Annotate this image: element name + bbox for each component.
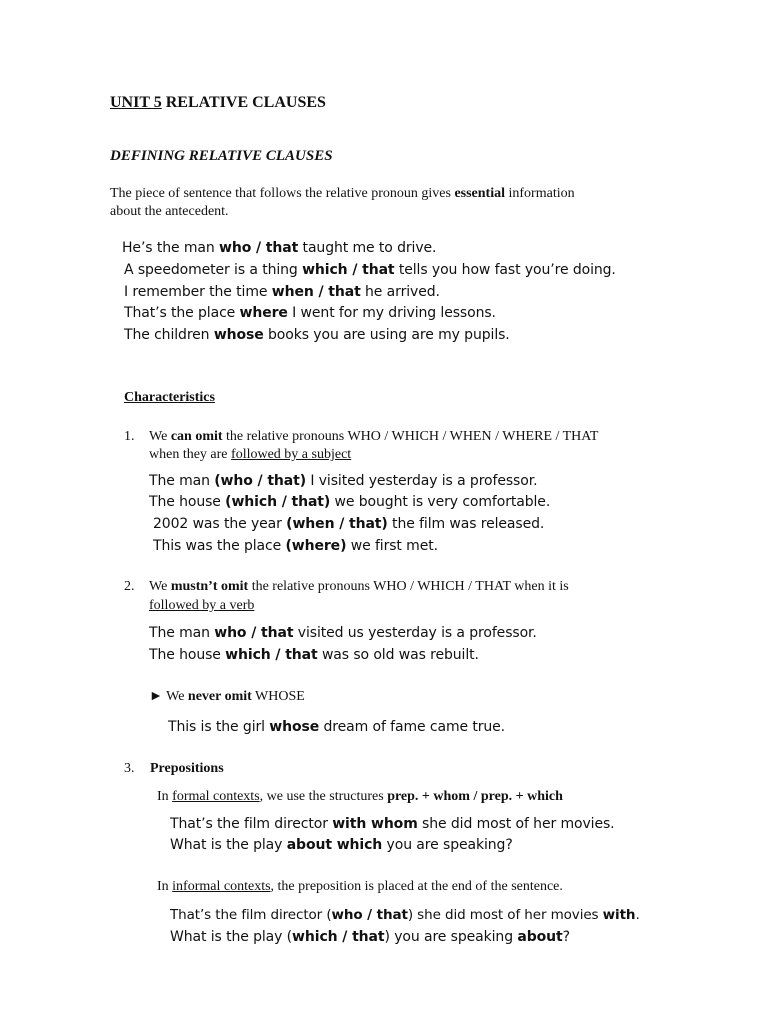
example-line: The house which / that was so old was rebuilt. [149, 647, 479, 663]
intro-text-end: information [505, 186, 575, 201]
title-rest: RELATIVE CLAUSES [161, 94, 326, 111]
section-subtitle: DEFINING RELATIVE CLAUSES [110, 148, 333, 164]
example-line: He’s the man who / that taught me to drive. [122, 240, 437, 256]
example-line: That’s the place where I went for my driving lessons. [124, 305, 496, 321]
item-number: 1. [124, 429, 135, 444]
example-line: That’s the film director with whom she did most of her movies. [170, 816, 615, 832]
informal-line: In informal contexts, the preposition is placed at the end of the sentence. [157, 879, 563, 894]
intro-line-2: about the antecedent. [110, 204, 229, 219]
example-line: This is the girl whose dream of fame came true. [168, 719, 506, 735]
item2-line-2: followed by a verb [149, 598, 255, 613]
page-title [110, 94, 326, 112]
example-line: A speedometer is a thing which / that tells you how fast you’re doing. [124, 262, 616, 278]
example-line: I remember the time when / that he arrived. [124, 284, 440, 300]
characteristics-heading: Characteristics [124, 390, 215, 405]
example-line: What is the play (which / that) you are speaking about? [170, 929, 570, 945]
item-number: 3. [124, 761, 135, 776]
item2-line-1: We mustn’t omit the relative pronouns WHO / WHICH / THAT when it is [149, 579, 569, 594]
intro-bold: essential [454, 186, 505, 201]
example-line: What is the play about which you are speaking? [170, 837, 513, 853]
item1-line-2: when they are followed by a subject [149, 447, 352, 462]
intro-line-1 [110, 185, 575, 203]
example-line: The man (who / that) I visited yesterday is a professor. [149, 473, 538, 489]
title-unit: UNIT 5 [110, 94, 162, 111]
example-line: That’s the film director (who / that) she did most of her movies with. [170, 907, 640, 923]
example-line: 2002 was the year (when / that) the film was released. [153, 516, 545, 532]
intro-text: The piece of sentence that follows the relative pronoun gives [110, 186, 455, 201]
note-line: ► We never omit WHOSE [149, 689, 305, 704]
example-line: This was the place (where) we first met. [153, 538, 438, 554]
example-line: The house (which / that) we bought is very comfortable. [149, 494, 551, 510]
example-line: The children whose books you are using are my pupils. [124, 327, 510, 343]
formal-line: In formal contexts, we use the structures prep. + whom / prep. + which [157, 789, 563, 804]
item1-line-1: We can omit the relative pronouns WHO / WHICH / WHEN / WHERE / THAT [149, 429, 599, 444]
arrow-icon: ► [149, 689, 163, 704]
prepositions-heading: Prepositions [150, 761, 224, 776]
item-number: 2. [124, 579, 135, 594]
example-line: The man who / that visited us yesterday is a professor. [149, 625, 537, 641]
